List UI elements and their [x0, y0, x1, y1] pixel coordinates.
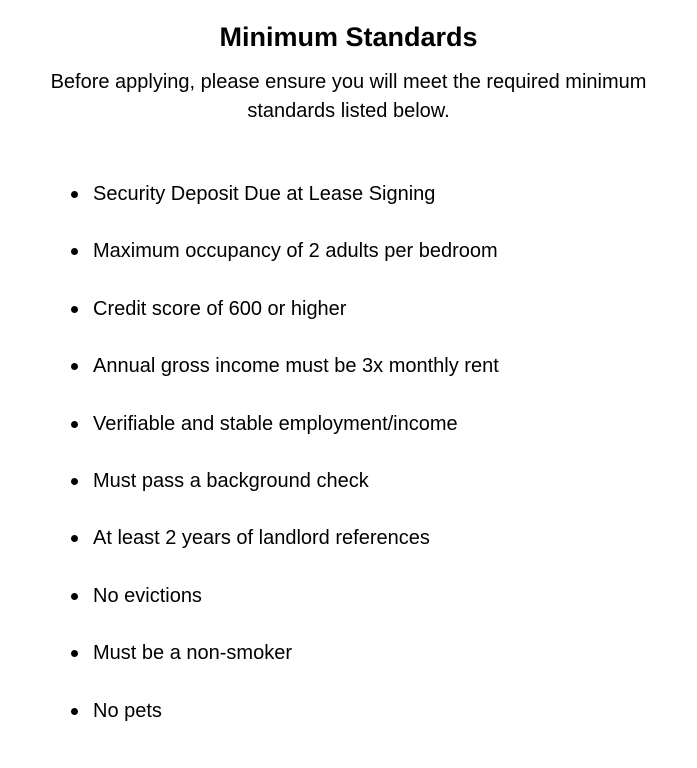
list-item [0, 581, 697, 638]
standard-text: Credit score of 600 or higher [93, 297, 347, 320]
bullet-icon [71, 421, 78, 428]
standards-list [0, 179, 697, 753]
bullet-icon [71, 708, 78, 715]
list-item [0, 294, 697, 351]
bullet-icon [71, 306, 78, 313]
bullet-icon [71, 593, 78, 600]
list-item [0, 351, 697, 408]
bullet-icon [71, 650, 78, 657]
bullet-icon [71, 363, 78, 370]
list-item [0, 466, 697, 523]
list-item [0, 523, 697, 580]
standard-text: No evictions [93, 584, 202, 607]
bullet-icon [71, 478, 78, 485]
list-item [0, 696, 697, 753]
list-item [0, 409, 697, 466]
page-title: Minimum Standards [219, 22, 478, 52]
bullet-icon [71, 535, 78, 542]
bullet-icon [71, 191, 78, 198]
standard-text: Verifiable and stable employment/income [93, 412, 458, 435]
list-item [0, 638, 697, 695]
standard-text: Must be a non-smoker [93, 642, 292, 665]
intro-paragraph: Before applying, please ensure you will meet the required minimum standards listed below. [50, 71, 647, 122]
list-item [0, 179, 697, 236]
standard-text: Maximum occupancy of 2 adults per bedroom [93, 240, 498, 263]
standard-text: Security Deposit Due at Lease Signing [93, 183, 436, 205]
standard-text: Must pass a background check [93, 469, 369, 492]
standard-text: Annual gross income must be 3x monthly rent [93, 355, 499, 378]
list-item [0, 236, 697, 293]
standard-text: No pets [93, 699, 162, 722]
bullet-icon [71, 248, 78, 255]
standard-text: At least 2 years of landlord references [93, 527, 430, 550]
